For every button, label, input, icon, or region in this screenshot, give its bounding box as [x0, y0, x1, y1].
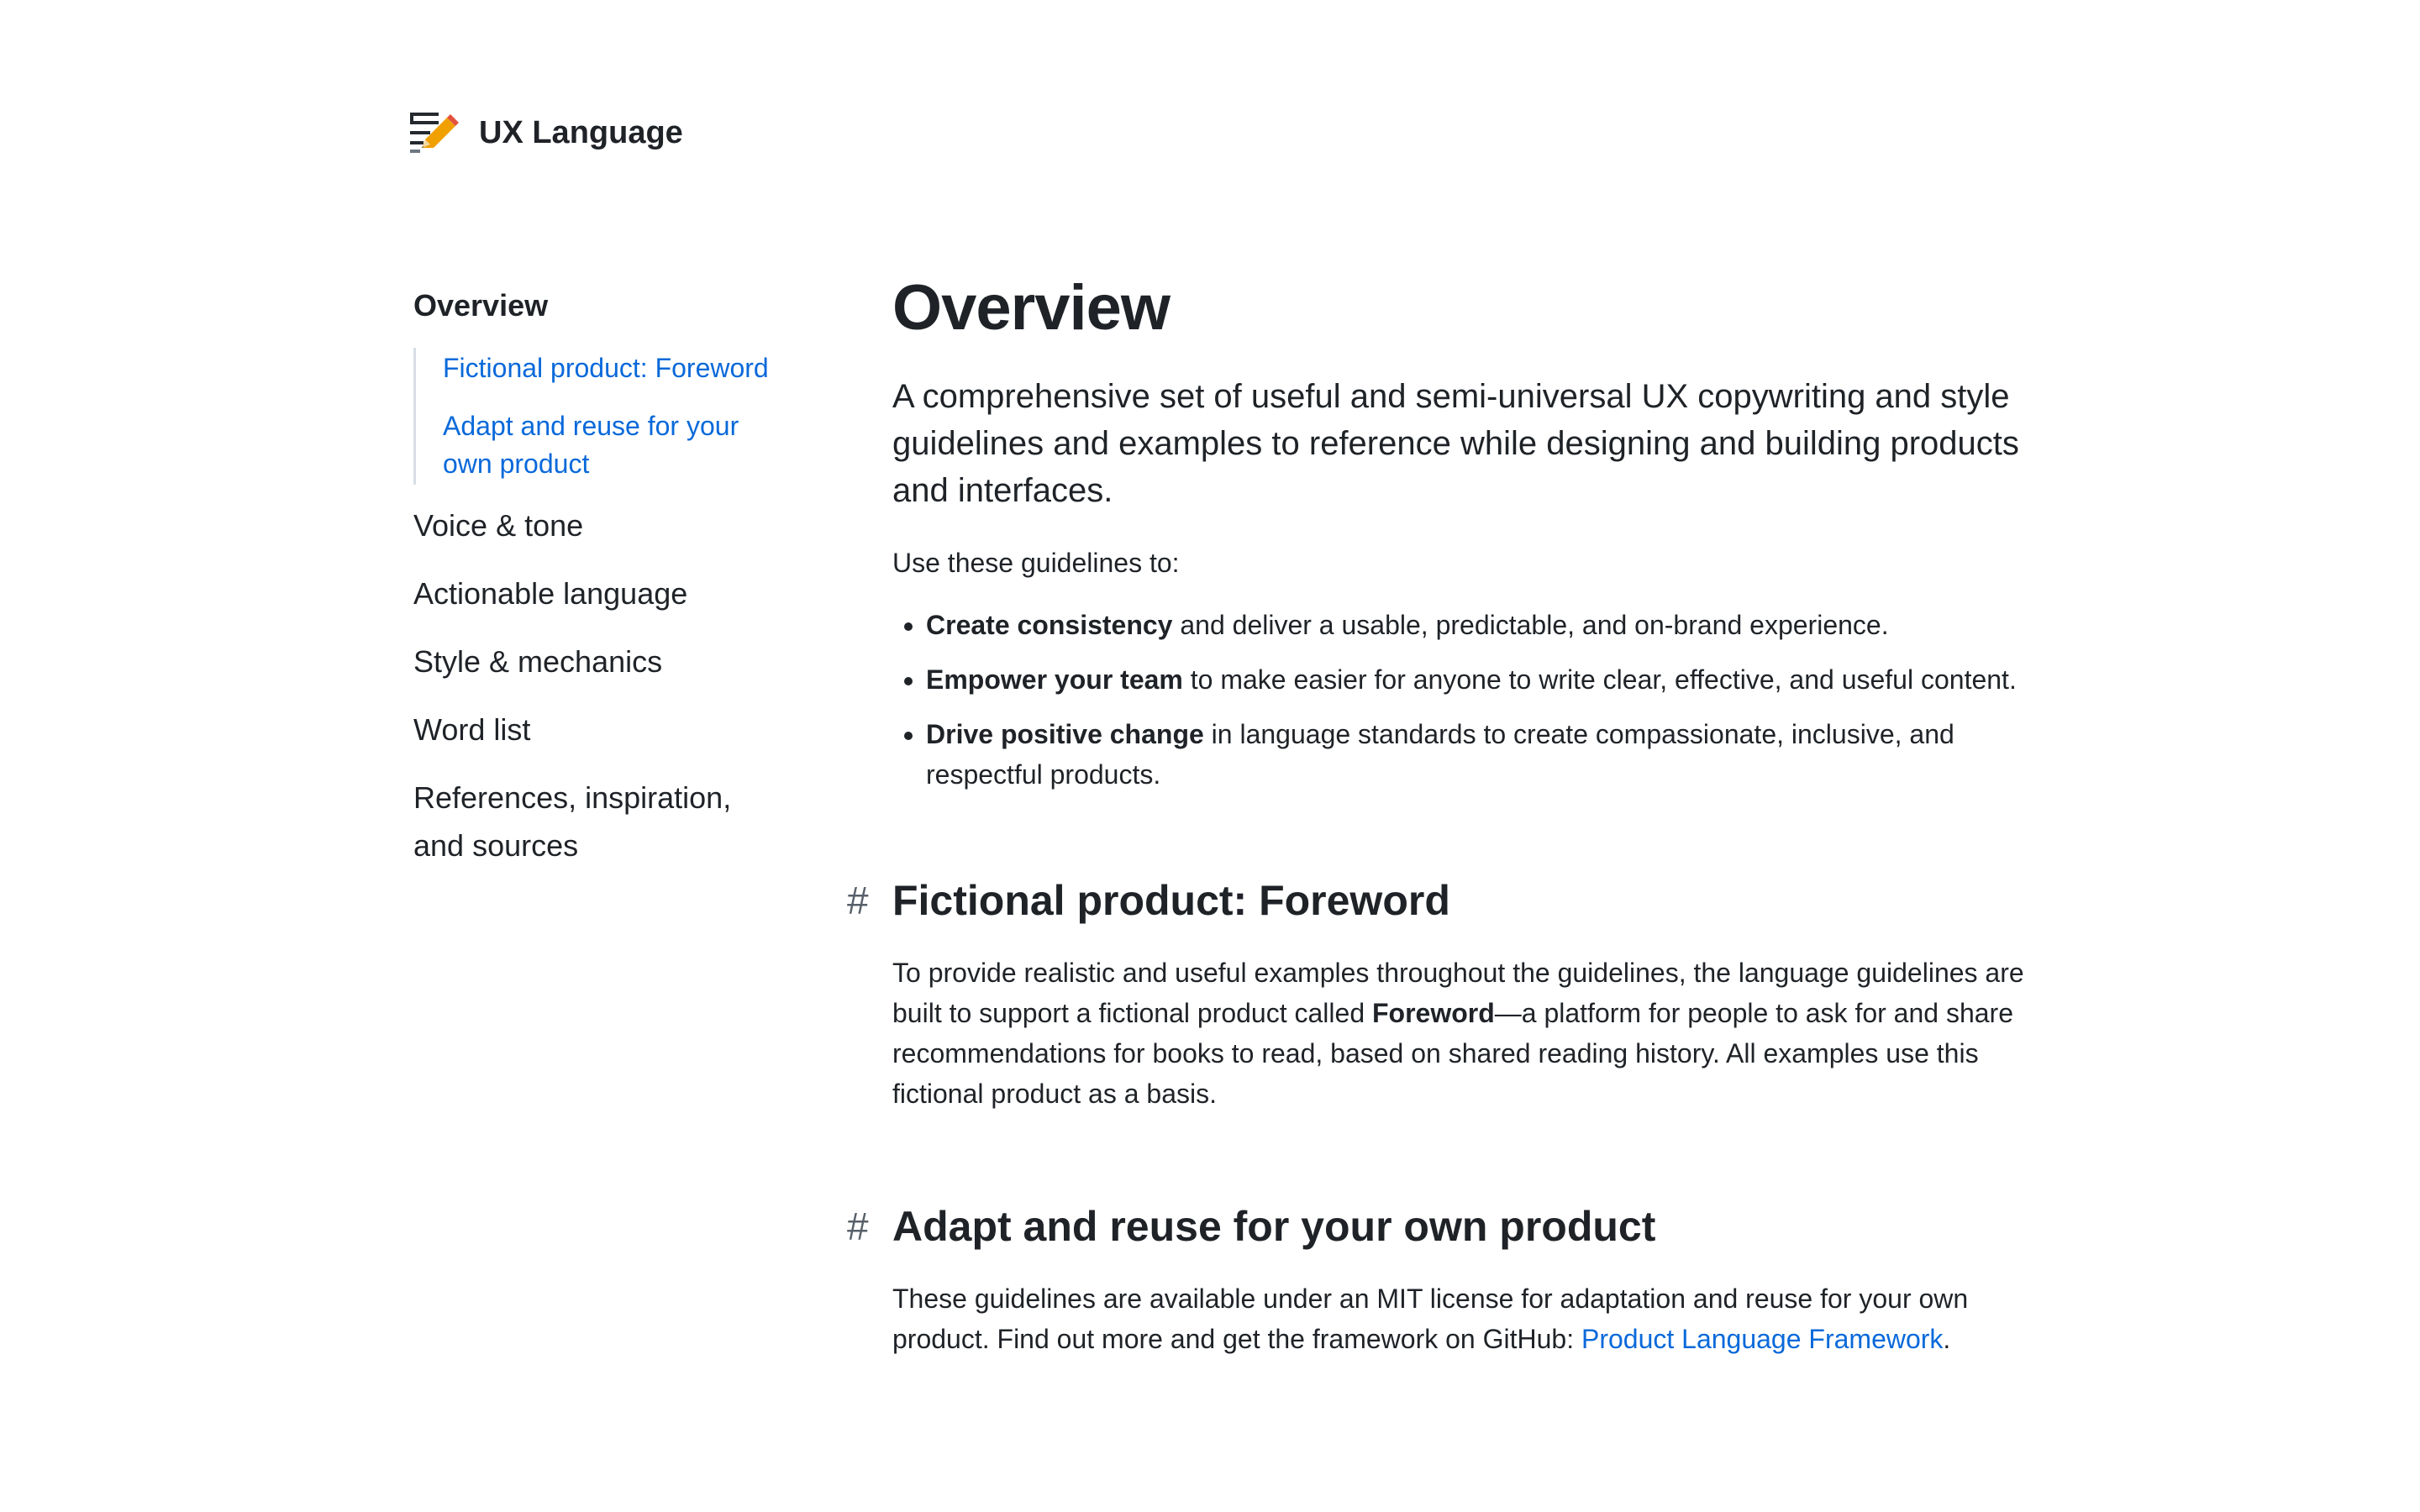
heading-anchor-link[interactable]: # — [847, 879, 869, 922]
list-item — [926, 605, 2035, 645]
list-item-text: and deliver a usable, predictable, and on-brand experience. — [1172, 610, 1889, 640]
section-body — [892, 953, 2035, 1114]
section-fictional-product — [847, 870, 2035, 1114]
heading-anchor-link[interactable]: # — [847, 1205, 869, 1248]
list-item — [926, 714, 2035, 795]
sidebar-item-word-list[interactable]: Word list — [413, 712, 531, 747]
section-body — [892, 1278, 2035, 1359]
list-item — [926, 659, 2035, 700]
list-item-text: in language standards to create compassionate, inclusive, and respectful products. — [926, 719, 1954, 790]
list-item-bold: Create consistency — [926, 610, 1173, 640]
page-title: Overview — [892, 272, 1170, 344]
body-text: These guidelines are available under an MIT license for adaptation and reuse for your own product. Find out more and get the framework on GitHub: — [892, 1284, 1969, 1354]
list-item-text: to make easier for anyone to write clear, effective, and useful content. — [1182, 664, 2017, 695]
sidebar-list — [413, 501, 783, 869]
body-text: To provide realistic and useful examples throughout the guidelines, the language guidelines are built to support a fictional product called — [892, 958, 2024, 1028]
pencil-notes-icon[interactable] — [407, 108, 460, 158]
site-title[interactable]: UX Language — [479, 114, 683, 150]
sidebar-item-voice-tone[interactable]: Voice & tone — [413, 508, 584, 543]
body-text: —a platform for people to ask for and share recommendations for books to read, based on shared reading history. All examples use this fictional product as a basis. — [892, 998, 2013, 1109]
guidelines-list — [892, 605, 2035, 795]
sidebar-subitem-fictional-product[interactable]: Fictional product: Foreword — [443, 353, 769, 383]
sidebar-subitem-adapt-reuse[interactable]: Adapt and reuse for your own product — [443, 411, 739, 479]
section-heading-text: Adapt and reuse for your own product — [892, 1203, 1656, 1250]
sidebar-item-actionable-language[interactable]: Actionable language — [413, 576, 688, 611]
site-header — [407, 104, 683, 161]
sidebar-nav — [413, 281, 783, 869]
list-item-bold: Empower your team — [926, 664, 1183, 695]
intro-text: Use these guidelines to: — [892, 548, 1180, 578]
section-heading — [847, 1196, 2035, 1257]
main-content — [847, 262, 2035, 1359]
section-heading-text: Fictional product: Foreword — [892, 877, 1450, 924]
sidebar-item-style-mechanics[interactable]: Style & mechanics — [413, 644, 663, 679]
product-language-framework-link[interactable]: Product Language Framework — [1581, 1324, 1944, 1354]
sidebar-item-overview[interactable]: Overview — [413, 288, 549, 323]
list-item-bold: Drive positive change — [926, 719, 1204, 749]
section-heading — [847, 870, 2035, 931]
sidebar-item-references[interactable]: References, inspiration, and sources — [413, 780, 732, 863]
body-text: . — [1943, 1324, 1951, 1354]
body-bold-text: Foreword — [1372, 998, 1495, 1028]
lead-paragraph: A comprehensive set of useful and semi-universal UX copywriting and style guidelines and examples to reference while designing and building products and interfaces. — [892, 378, 2019, 509]
sidebar-subnav — [413, 348, 783, 485]
section-adapt-reuse — [847, 1196, 2035, 1359]
